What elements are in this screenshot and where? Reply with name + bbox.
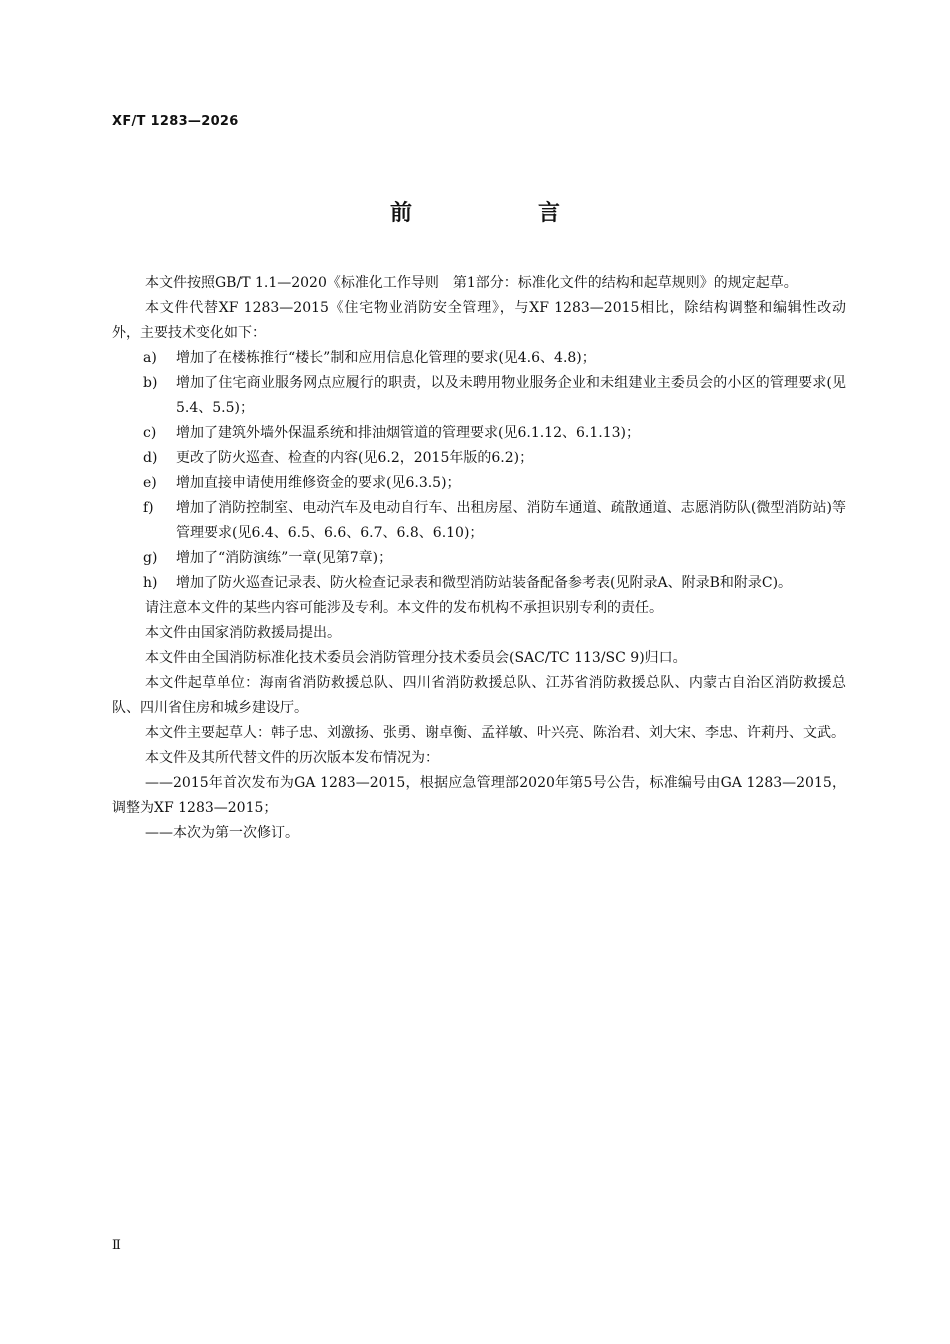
list-item-text: 增加了防火巡查记录表、防火检查记录表和微型消防站装备配备参考表(见附录A、附录B和附录C)。 bbox=[176, 575, 793, 591]
list-item-text: 增加了住宅商业服务网点应履行的职责，以及未聘用物业服务企业和未组建业主委员会的小区的管理要求(见5.4、5.5)； bbox=[176, 375, 846, 416]
list-item bbox=[112, 496, 846, 546]
list-item-marker: e) bbox=[143, 475, 157, 491]
document-code: XF/T 1283—2026 bbox=[112, 114, 239, 129]
list-item bbox=[112, 421, 846, 446]
list-item-text: 增加了“消防演练”一章(见第7章)； bbox=[176, 550, 393, 566]
paragraph-replacement: 本文件代替XF 1283—2015《住宅物业消防安全管理》，与XF 1283—2015相比，除结构调整和编辑性改动外，主要技术变化如下： bbox=[112, 300, 846, 341]
list-item-text: 增加了建筑外墙外保温系统和排油烟管道的管理要求(见6.1.12、6.1.13)； bbox=[176, 425, 640, 441]
paragraph-centralized-by: 本文件由全国消防标准化技术委员会消防管理分技术委员会(SAC/TC 113/SC 9)归口。 bbox=[145, 650, 687, 666]
list-item-text: 增加了在楼栋推行“楼长”制和应用信息化管理的要求(见4.6、4.8)； bbox=[176, 350, 596, 366]
paragraph-history-first: ——2015年首次发布为GA 1283—2015，根据应急管理部2020年第5号公告，标准编号由GA 1283—2015，调整为XF 1283—2015； bbox=[112, 775, 846, 816]
paragraph-proposer: 本文件由国家消防救援局提出。 bbox=[145, 625, 341, 641]
list-item-marker: b) bbox=[143, 375, 158, 391]
list-item-marker: c) bbox=[143, 425, 157, 441]
paragraph-drafting-rules: 本文件按照GB/T 1.1—2020《标准化工作导则 第1部分：标准化文件的结构和起草规则》的规定起草。 bbox=[145, 275, 798, 291]
list-item-marker: g) bbox=[143, 550, 158, 566]
list-item bbox=[112, 571, 846, 596]
list-item-text: 增加直接申请使用维修资金的要求(见6.3.5)； bbox=[176, 475, 461, 491]
list-item bbox=[112, 446, 846, 471]
page-title: 前 言 bbox=[389, 201, 612, 226]
page-number: Ⅱ bbox=[112, 1238, 121, 1253]
list-item bbox=[112, 346, 846, 371]
foreword-body bbox=[112, 271, 846, 846]
list-item-marker: f) bbox=[143, 500, 154, 516]
paragraph-drafters: 本文件主要起草人：韩子忠、刘激扬、张勇、谢卓衡、孟祥敏、叶兴亮、陈治君、刘大宋、李忠、许莉丹、文武。 bbox=[145, 725, 845, 741]
list-item bbox=[112, 371, 846, 421]
paragraph-history-second: ——本次为第一次修订。 bbox=[145, 825, 299, 841]
paragraph-drafting-units: 本文件起草单位：海南省消防救援总队、四川省消防救援总队、江苏省消防救援总队、内蒙古自治区消防救援总队、四川省住房和城乡建设厅。 bbox=[112, 675, 846, 716]
list-item-marker: a) bbox=[143, 350, 157, 366]
list-item bbox=[112, 471, 846, 496]
list-item-marker: h) bbox=[143, 575, 158, 591]
list-item-text: 增加了消防控制室、电动汽车及电动自行车、出租房屋、消防车通道、疏散通道、志愿消防队(微型消防站)等管理要求(见6.4、6.5、6.6、6.7、6.8、6.10)； bbox=[176, 500, 846, 541]
paragraph-patent-notice: 请注意本文件的某些内容可能涉及专利。本文件的发布机构不承担识别专利的责任。 bbox=[145, 600, 663, 616]
list-item-marker: d) bbox=[143, 450, 158, 466]
list-item bbox=[112, 546, 846, 571]
paragraph-history-intro: 本文件及其所代替文件的历次版本发布情况为： bbox=[145, 750, 439, 766]
list-item-text: 更改了防火巡查、检查的内容(见6.2，2015年版的6.2)； bbox=[176, 450, 534, 466]
